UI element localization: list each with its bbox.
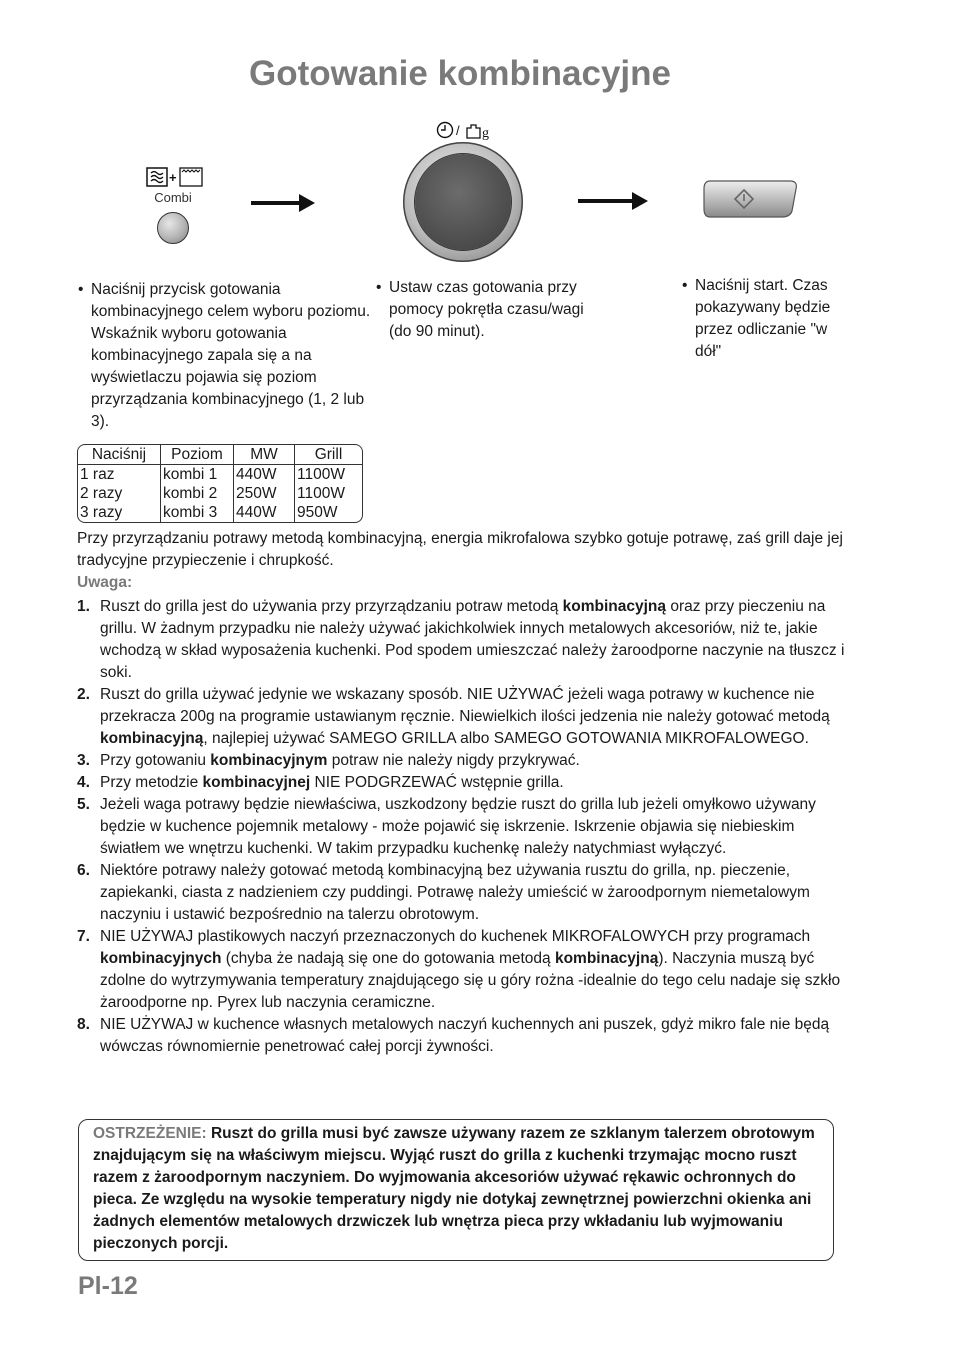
table-cell: 250W <box>233 484 294 503</box>
note-item <box>77 684 847 750</box>
combi-levels-table <box>77 444 363 523</box>
table-cell: kombi 2 <box>160 484 233 503</box>
note-text: NIE UŻYWAJ plastikowych naczyń przeznaczonych do kuchenek MIKROFALOWYCH przy programach <box>100 928 811 945</box>
table-header: MW <box>233 445 294 465</box>
note-item <box>77 860 847 926</box>
table-header-row <box>78 445 362 465</box>
note-text: potraw nie należy nigdy przykrywać. <box>327 752 580 769</box>
note-text: Przy metodzie <box>100 774 203 791</box>
note-text: (chyba że nadają się one do gotowania metodą <box>221 950 555 967</box>
table-row <box>78 465 362 484</box>
clock-weight-icon <box>436 120 496 140</box>
arrow-right-icon <box>251 201 301 205</box>
table-cell: 440W <box>233 503 294 522</box>
note-item <box>77 1014 847 1058</box>
note-item <box>77 794 847 860</box>
note-emphasis: kombinacyjnym <box>210 752 328 769</box>
page-title: Gotowanie kombinacyjne <box>248 54 672 93</box>
note-text: oraz przy pieczeniu na grillu. W żadnym przypadku nie należy używać jakichkolwiek innych metalowych akcesoriów, niż te, jakie wchodzą w skład wyposażenia kuchenki. Pod spodem umieszczać należy żaroodporne naczynie na tłuszcz i soki. <box>100 598 845 681</box>
svg-text:+: + <box>169 170 177 185</box>
combi-label: Combi <box>154 190 192 205</box>
note-number: 5. <box>77 796 90 813</box>
dial-knob[interactable] <box>415 154 511 250</box>
step-2-text: • Ustaw czas gotowania przy pomocy pokrętła czasu/wagi (do 90 minut). <box>376 279 584 340</box>
note-item <box>77 772 847 794</box>
note-text: NIE PODGRZEWAĆ wstępnie grilla. <box>310 774 564 791</box>
note-item <box>77 596 847 684</box>
svg-text:g: g <box>482 126 489 140</box>
table-header: Naciśnij <box>78 445 160 465</box>
start-button[interactable] <box>702 179 798 219</box>
warning-label: OSTRZEŻENIE: <box>93 1125 207 1142</box>
warning-body: Ruszt do grilla musi być zawsze używany razem ze szklanym talerzem obrotowym znajdującym się na właściwym miejscu. Wyjąć ruszt do grilla z kuchenki trzymając mocno ruszt razem z żaroodpornym naczyniem. Do wyjmowania akcesoriów używać rękawic ochronnych do pieca. Ze względu na wysokie temperatury nigdy nie dotykaj zewnętrznej powierzchni okienka ani żadnych elementów metalowych drzwiczek lub wnętrza pieca przy wkładaniu lub wyjmowaniu pieczonych porcji. <box>93 1125 815 1252</box>
step-3-text: • Naciśnij start. Czas pokazywany będzie przez odliczanie "w dół" <box>682 277 831 360</box>
microwave-plus-grill-icon <box>146 166 206 188</box>
note-number: 2. <box>77 686 90 703</box>
note-emphasis: kombinacyjnych <box>100 950 222 967</box>
note-text: Ruszt do grilla używać jedynie we wskazany sposób. NIE UŻYWAĆ jeżeli waga potrawy w kuchence nie przekracza 200g na programie ustawianym ręcznie. Niewielkich ilości jedzenia nie należy gotować metodą <box>100 686 830 725</box>
note-text: ). Naczynia muszą być zdolne do wytrzymywania temperatury znajdującego się u góry rożna -idealnie do tego celu nadaje się szkło żaroodporne np. Pyrex lub naczynia ceramiczne. <box>100 950 841 1011</box>
svg-text:/: / <box>456 123 460 138</box>
page-number: Pl-12 <box>78 1272 138 1300</box>
note-text: Przy gotowaniu <box>100 752 211 769</box>
note-text: , najlepiej używać SAMEGO GRILLA albo SAMEGO GOTOWANIA MIKROFALOWEGO. <box>203 730 809 747</box>
table-row <box>78 503 362 522</box>
table-header: Grill <box>294 445 362 465</box>
arrow-right-icon <box>578 199 634 203</box>
table-cell: 3 razy <box>80 504 123 521</box>
combi-button[interactable] <box>157 212 189 244</box>
note-number: 6. <box>77 862 90 879</box>
table-cell: kombi 1 <box>160 465 233 484</box>
table-cell: 1 raz <box>80 466 115 483</box>
note-number: 8. <box>77 1016 90 1033</box>
note-label: Uwaga: <box>77 574 133 591</box>
note-text: Jeżeli waga potrawy będzie niewłaściwa, uszkodzony będzie ruszt do grilla lub jeżeli omyłkowo używany będzie w kuchence pojemnik metalowy - może pojawić się iskrzenie. Iskrzenie objawia się niebieskim światłem we wnętrzu kuchenki. W takim przypadku kuchenkę należy natychmiast wyłączyć. <box>100 796 816 857</box>
note-emphasis: kombinacyjną <box>554 950 659 967</box>
note-text: Ruszt do grilla jest do używania przy przyrządzaniu potraw metodą <box>100 598 563 615</box>
table-cell: kombi 3 <box>160 503 233 522</box>
table-cell: 1100W <box>294 465 362 484</box>
note-number: 7. <box>77 928 90 945</box>
table-header: Poziom <box>160 445 233 465</box>
table-cell: 440W <box>233 465 294 484</box>
note-item <box>77 750 847 772</box>
table-cell: 2 razy <box>80 485 123 502</box>
table-cell: 950W <box>294 503 362 522</box>
step-1-text: • Naciśnij przycisk gotowania kombinacyjnego celem wyboru poziomu. Wskaźnik wyboru gotowania kombinacyjnego zapala się a na wyświetlaczu pojawia się poziom przyrządzania kombinacyjnego (1, 2 lub 3). <box>78 281 371 430</box>
note-number: 3. <box>77 752 90 769</box>
note-emphasis: kombinacyjną <box>100 730 204 747</box>
note-number: 4. <box>77 774 90 791</box>
table-row <box>78 484 362 503</box>
intro-paragraph: Przy przyrządzaniu potrawy metodą kombinacyjną, energia mikrofalowa szybko gotuje potrawę, zaś grill daje jej tradycyjne przypieczenie i chrupkość. <box>77 530 843 569</box>
note-item <box>77 926 847 1014</box>
note-emphasis: kombinacyjną <box>562 598 667 615</box>
note-text: Niektóre potrawy należy gotować metodą kombinacyjną bez używania rusztu do grilla, np. pieczenie, zapiekanki, ciasta z nadzieniem czy puddingi. Potrawę należy umieścić w żaroodpornym niemetalowym naczyniu i ustawić bezpośrednio na talerzu obrotowym. <box>100 862 810 923</box>
warning-text <box>93 1123 828 1255</box>
notes-list <box>77 596 847 1058</box>
table-cell: 1100W <box>294 484 362 503</box>
note-emphasis: kombinacyjnej <box>202 774 311 791</box>
note-text: NIE UŻYWAJ w kuchence własnych metalowych naczyń kuchennych ani puszek, gdyż mikro fale nie będą wówczas równomiernie penetrować całej porcji żywności. <box>100 1016 830 1055</box>
note-number: 1. <box>77 598 90 615</box>
